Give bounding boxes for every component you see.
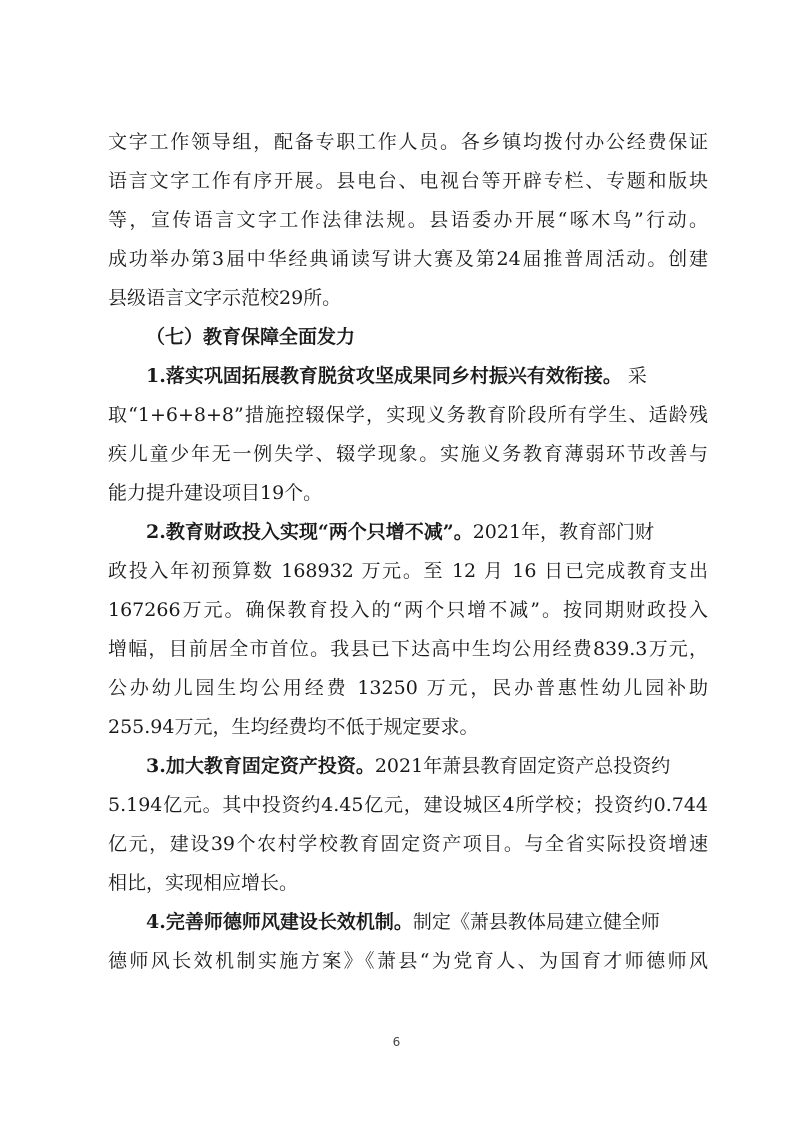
item-3-first-line (108, 747, 708, 786)
item-1-line-3: 疾儿童少年无一例失学、辍学现象。实施义务教育薄弱环节改善与 (108, 443, 708, 465)
item-1-line-2: 取“1+6+8+8”措施控辍保学，实现义务教育阶段所有学生、适龄残 (108, 404, 708, 426)
intro-line-2: 语言文字工作有序开展。县电台、电视台等开辟专栏、专题和版块 (108, 170, 708, 192)
page-number: 6 (392, 1035, 401, 1049)
intro-paragraph (108, 123, 708, 318)
item-1-title: 1.落实巩固拓展教育脱贫攻坚成果同乡村振兴有效衔接。 (146, 365, 622, 387)
item-3-title: 3.加大教育固定资产投资。 (146, 755, 375, 777)
item-4-first-line (108, 903, 708, 942)
intro-line-4: 成功举办第3届中华经典诵读写讲大赛及第24届推普周活动。创建 (108, 248, 708, 270)
item-2-line-3: 167266万元。确保教育投入的“两个只增不减”。按同期财政投入 (108, 599, 708, 621)
document-body (108, 123, 708, 981)
item-2-line-6: 255.94万元，生均经费均不低于规定要求。 (108, 716, 479, 738)
item-3-line-1: 2021年萧县教育固定资产总投资约 (374, 755, 671, 777)
intro-line-1: 文字工作领导组，配备专职工作人员。各乡镇均拨付办公经费保证 (108, 131, 708, 153)
item-2-title: 2.教育财政投入实现“两个只增不减”。 (146, 521, 473, 543)
item-3-paragraph (108, 747, 708, 903)
item-4-line-1: 制定《萧县教体局建立健全师 (412, 911, 660, 933)
item-3-line-4: 相比，实现相应增长。 (108, 872, 299, 894)
item-1-line-1: 采 (621, 365, 647, 387)
intro-line-5: 县级语言文字示范校29所。 (108, 287, 342, 309)
item-1-first-line (108, 357, 708, 396)
item-2-line-1: 2021年，教育部门财 (472, 521, 655, 543)
item-2-first-line (108, 513, 708, 552)
item-1-paragraph (108, 357, 708, 513)
item-2-line-5: 公办幼儿园生均公用经费 13250 万元，民办普惠性幼儿园补助 (108, 677, 708, 699)
intro-line-3: 等，宣传语言文字工作法律法规。县语委办开展“啄木鸟”行动。 (108, 209, 708, 231)
item-4-paragraph (108, 903, 708, 981)
item-4-title: 4.完善师德师风建设长效机制。 (146, 911, 413, 933)
item-3-line-2: 5.194亿元。其中投资约4.45亿元，建设城区4所学校；投资约0.744 (108, 794, 708, 816)
item-1-line-4: 能力提升建设项目19个。 (108, 482, 323, 504)
item-2-line-2: 政投入年初预算数 168932 万元。至 12 月 16 日已完成教育支出 (108, 560, 708, 582)
item-2-line-4: 增幅，目前居全市首位。我县已下达高中生均公用经费839.3万元， (108, 638, 708, 660)
item-4-line-2: 德师风长效机制实施方案》《萧县“为党育人、为国育才师德师风 (108, 950, 708, 972)
section-heading: （七）教育保障全面发力 (146, 326, 356, 348)
item-2-paragraph (108, 513, 708, 747)
item-3-line-3: 亿元，建设39个农村学校教育固定资产项目。与全省实际投资增速 (108, 833, 708, 855)
